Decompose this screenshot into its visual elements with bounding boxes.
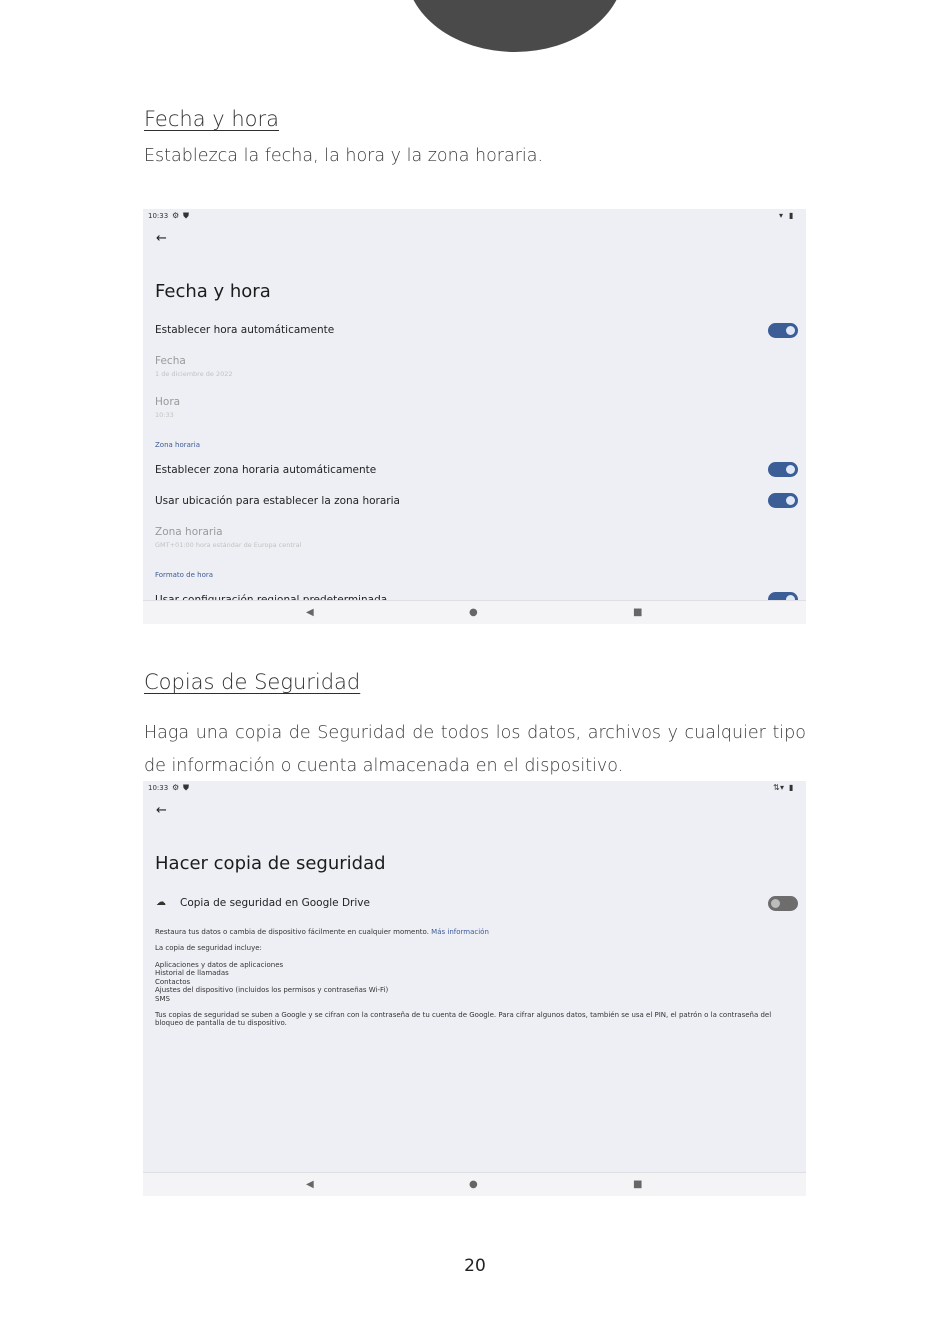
- home-circle-icon[interactable]: ●: [469, 607, 478, 618]
- signal-icon: ⇅: [773, 783, 780, 792]
- battery-icon: ▮: [789, 211, 794, 220]
- auto-timezone-toggle[interactable]: [768, 462, 798, 477]
- auto-time-toggle[interactable]: [768, 323, 798, 338]
- includes-heading: La copia de seguridad incluye:: [155, 944, 262, 952]
- recents-square-icon[interactable]: ■: [633, 1179, 643, 1190]
- list-item: Ajustes del dispositivo (incluidos los permisos y contraseñas Wi-Fi): [155, 986, 389, 995]
- encryption-note: Tus copias de seguridad se suben a Google y se cifran con la contraseña de tu cuenta de Google. Para cifrar algunos datos, también se usa el PIN, el patrón o la contraseña del bloqueo de pantalla de tu dispositivo.: [155, 1011, 772, 1028]
- home-circle-icon[interactable]: ●: [469, 1179, 478, 1190]
- auto-timezone-label[interactable]: Establecer zona horaria automáticamente: [155, 464, 377, 476]
- screen-title: Fecha y hora: [155, 281, 271, 302]
- screenshot-date-time: [143, 209, 806, 624]
- toggle-knob: [786, 496, 795, 505]
- navigation-bar: [143, 1172, 806, 1196]
- back-triangle-icon[interactable]: ◀: [306, 1179, 314, 1190]
- status-time: 10:33: [148, 212, 169, 220]
- timezone-label[interactable]: Zona horaria: [155, 526, 223, 538]
- auto-time-label[interactable]: Establecer hora automáticamente: [155, 324, 335, 336]
- more-info-link[interactable]: Más información: [431, 928, 489, 936]
- shield-icon: ⛊: [183, 783, 189, 792]
- section-description-date-time: Establezca la fecha, la hora y la zona horaria.: [144, 146, 544, 166]
- location-timezone-toggle[interactable]: [768, 493, 798, 508]
- restore-text: Restaura tus datos o cambia de dispositivo fácilmente en cualquier momento.: [155, 928, 429, 936]
- list-item: SMS: [155, 994, 170, 1003]
- screenshot-backup: [143, 781, 806, 1196]
- drive-backup-label[interactable]: Copia de seguridad en Google Drive: [180, 897, 370, 909]
- status-bar: [143, 781, 806, 795]
- settings-gear-icon: ⚙: [172, 211, 180, 220]
- date-value: 1 de diciembre de 2022: [155, 370, 233, 378]
- arrow-left-icon[interactable]: ←: [156, 231, 167, 246]
- cloud-upload-icon: ☁: [156, 897, 166, 908]
- wifi-icon: ▾: [779, 211, 784, 220]
- toggle-knob: [771, 899, 780, 908]
- section-heading-backup: Copias de Seguridad: [144, 670, 361, 694]
- includes-list: [155, 961, 388, 1003]
- list-item: Historial de llamadas: [155, 969, 229, 978]
- section-heading-date-time: Fecha y hora: [144, 107, 280, 131]
- screen-title: Hacer copia de seguridad: [155, 853, 386, 874]
- page-number: 20: [464, 1256, 486, 1276]
- status-time: 10:33: [148, 784, 169, 792]
- settings-gear-icon: ⚙: [172, 783, 180, 792]
- format-section-header: Formato de hora: [155, 571, 214, 579]
- location-timezone-label[interactable]: Usar ubicación para establecer la zona horaria: [155, 495, 400, 507]
- toggle-knob: [786, 465, 795, 474]
- shield-icon: ⛊: [183, 211, 189, 220]
- recents-square-icon[interactable]: ■: [633, 607, 643, 618]
- arrow-left-icon[interactable]: ←: [156, 803, 167, 818]
- drive-backup-toggle[interactable]: [768, 896, 798, 911]
- timezone-value: GMT+01:00 hora estándar de Europa central: [155, 541, 302, 549]
- date-label[interactable]: Fecha: [155, 355, 186, 367]
- wifi-icon: ▾: [780, 783, 785, 792]
- list-item: Contactos: [155, 977, 191, 986]
- battery-icon: ▮: [789, 783, 794, 792]
- back-triangle-icon[interactable]: ◀: [306, 607, 314, 618]
- list-item: Aplicaciones y datos de aplicaciones: [155, 961, 284, 969]
- toggle-knob: [786, 326, 795, 335]
- section-description-backup: Haga una copia de Seguridad de todos los datos, archivos y cualquier tipo de información o cuenta almacenada en el dispositivo.: [144, 723, 806, 776]
- time-value: 10:33: [155, 411, 174, 419]
- restore-description: [155, 928, 489, 936]
- timezone-section-header: Zona horaria: [155, 441, 201, 449]
- header-decoration: [406, 0, 624, 52]
- navigation-bar: [143, 600, 806, 624]
- status-bar: [143, 209, 806, 223]
- time-label[interactable]: Hora: [155, 396, 181, 408]
